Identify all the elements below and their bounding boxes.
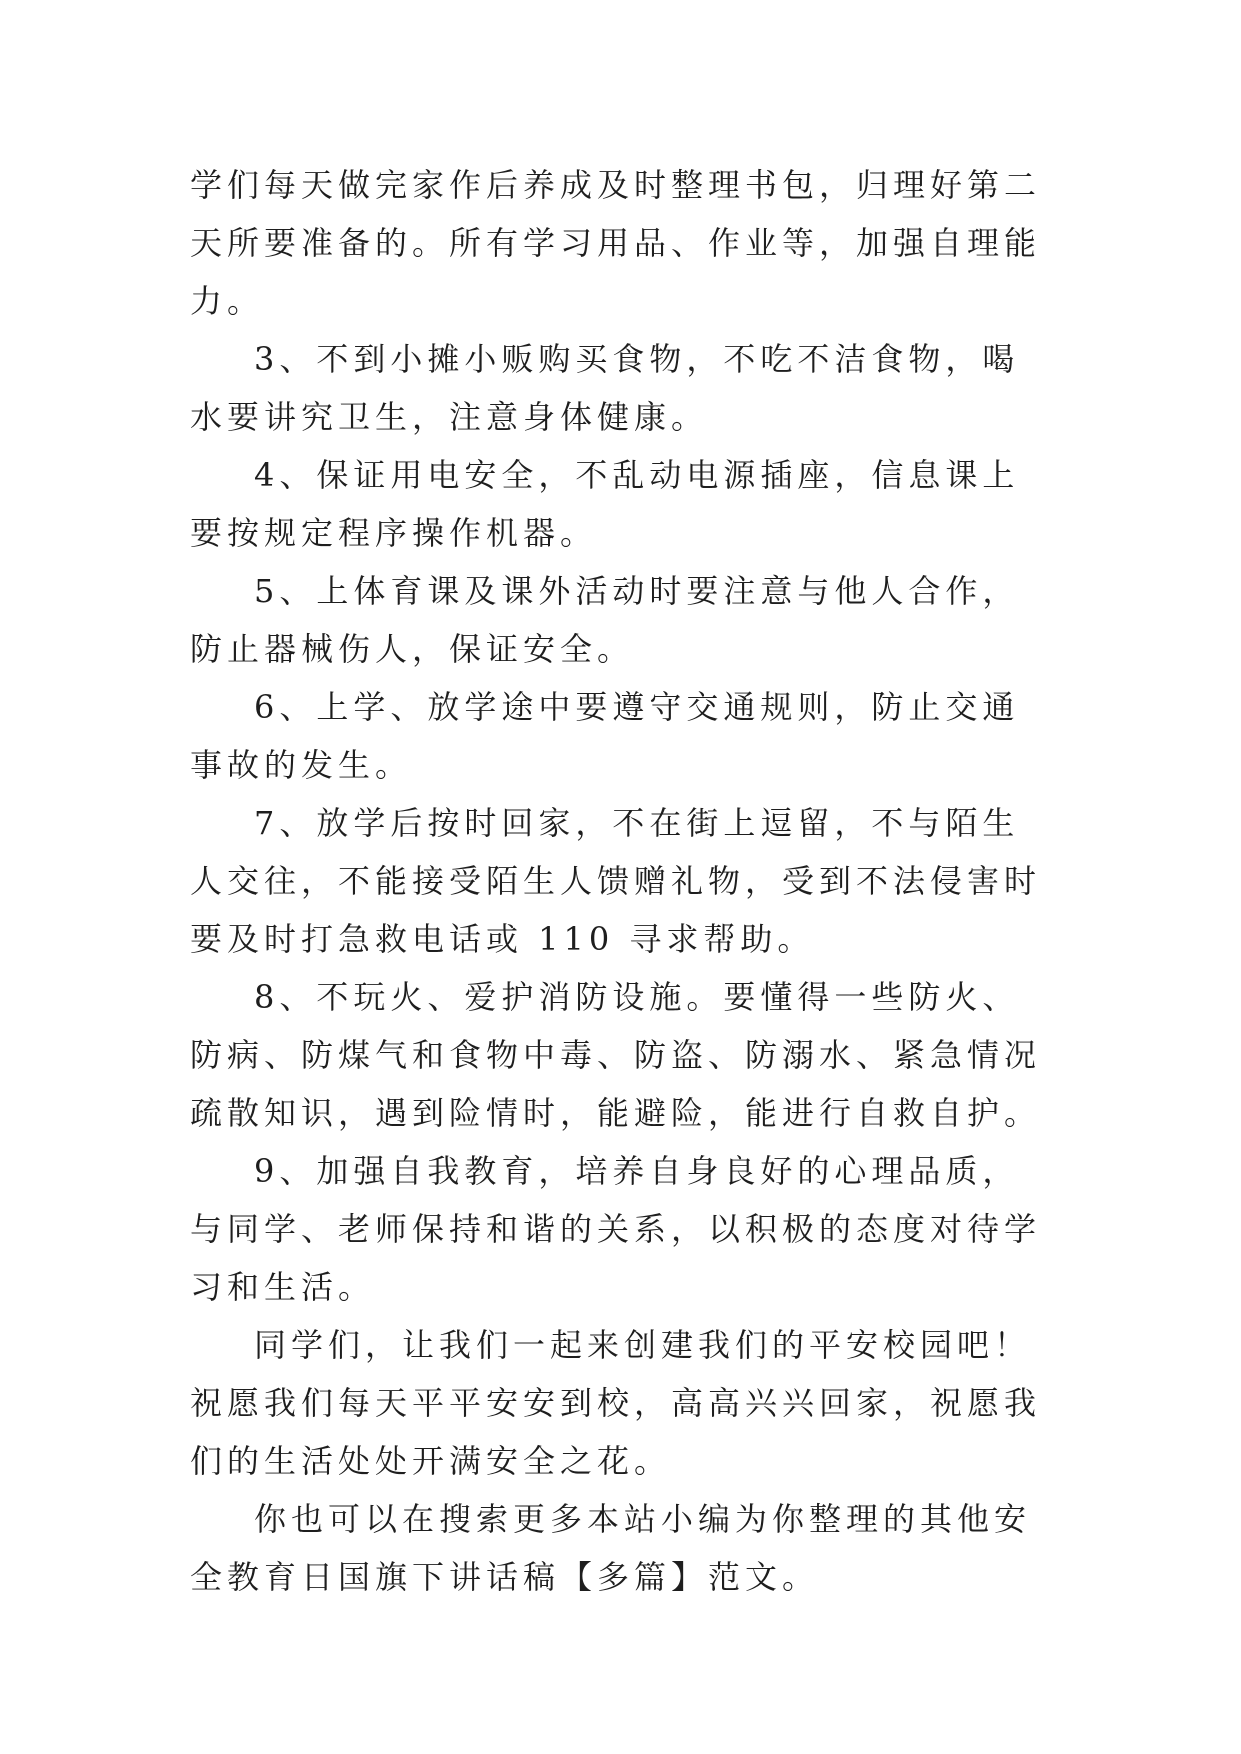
paragraph-item-9: 9、加强自我教育，培养自身良好的心理品质，与同学、老师保持和谐的关系，以积极的态度对待学习和生活。	[190, 1152, 1042, 1306]
paragraph-footer-note: 你也可以在搜索更多本站小编为你整理的其他安全教育日国旗下讲话稿【多篇】范文。	[190, 1500, 1032, 1596]
paragraph-item-5: 5、上体育课及课外活动时要注意与他人合作，防止器械伤人，保证安全。	[190, 572, 1020, 668]
paragraph-item-4: 4、保证用电安全，不乱动电源插座，信息课上要按规定程序操作机器。	[190, 456, 1020, 552]
paragraph-item-6: 6、上学、放学途中要遵守交通规则，防止交通事故的发生。	[190, 688, 1020, 784]
document-body	[190, 156, 1050, 1606]
paragraph-item-7: 7、放学后按时回家，不在街上逗留，不与陌生人交往，不能接受陌生人馈赠礼物，受到不法侵害时要及时打急救电话或 110 寻求帮助。	[190, 804, 1042, 958]
paragraph-closing: 同学们，让我们一起来创建我们的平安校园吧！祝愿我们每天平平安安到校，高高兴兴回家，祝愿我们的生活处处开满安全之花。	[190, 1326, 1042, 1480]
paragraph-continuation: 学们每天做完家作后养成及时整理书包，归理好第二天所要准备的。所有学习用品、作业等，加强自理能力。	[190, 166, 1042, 320]
paragraph-item-8: 8、不玩火、爱护消防设施。要懂得一些防火、防病、防煤气和食物中毒、防盗、防溺水、紧急情况疏散知识，遇到险情时，能避险，能进行自救自护。	[190, 978, 1042, 1132]
paragraph-item-3: 3、不到小摊小贩购买食物，不吃不洁食物，喝水要讲究卫生，注意身体健康。	[190, 340, 1020, 436]
